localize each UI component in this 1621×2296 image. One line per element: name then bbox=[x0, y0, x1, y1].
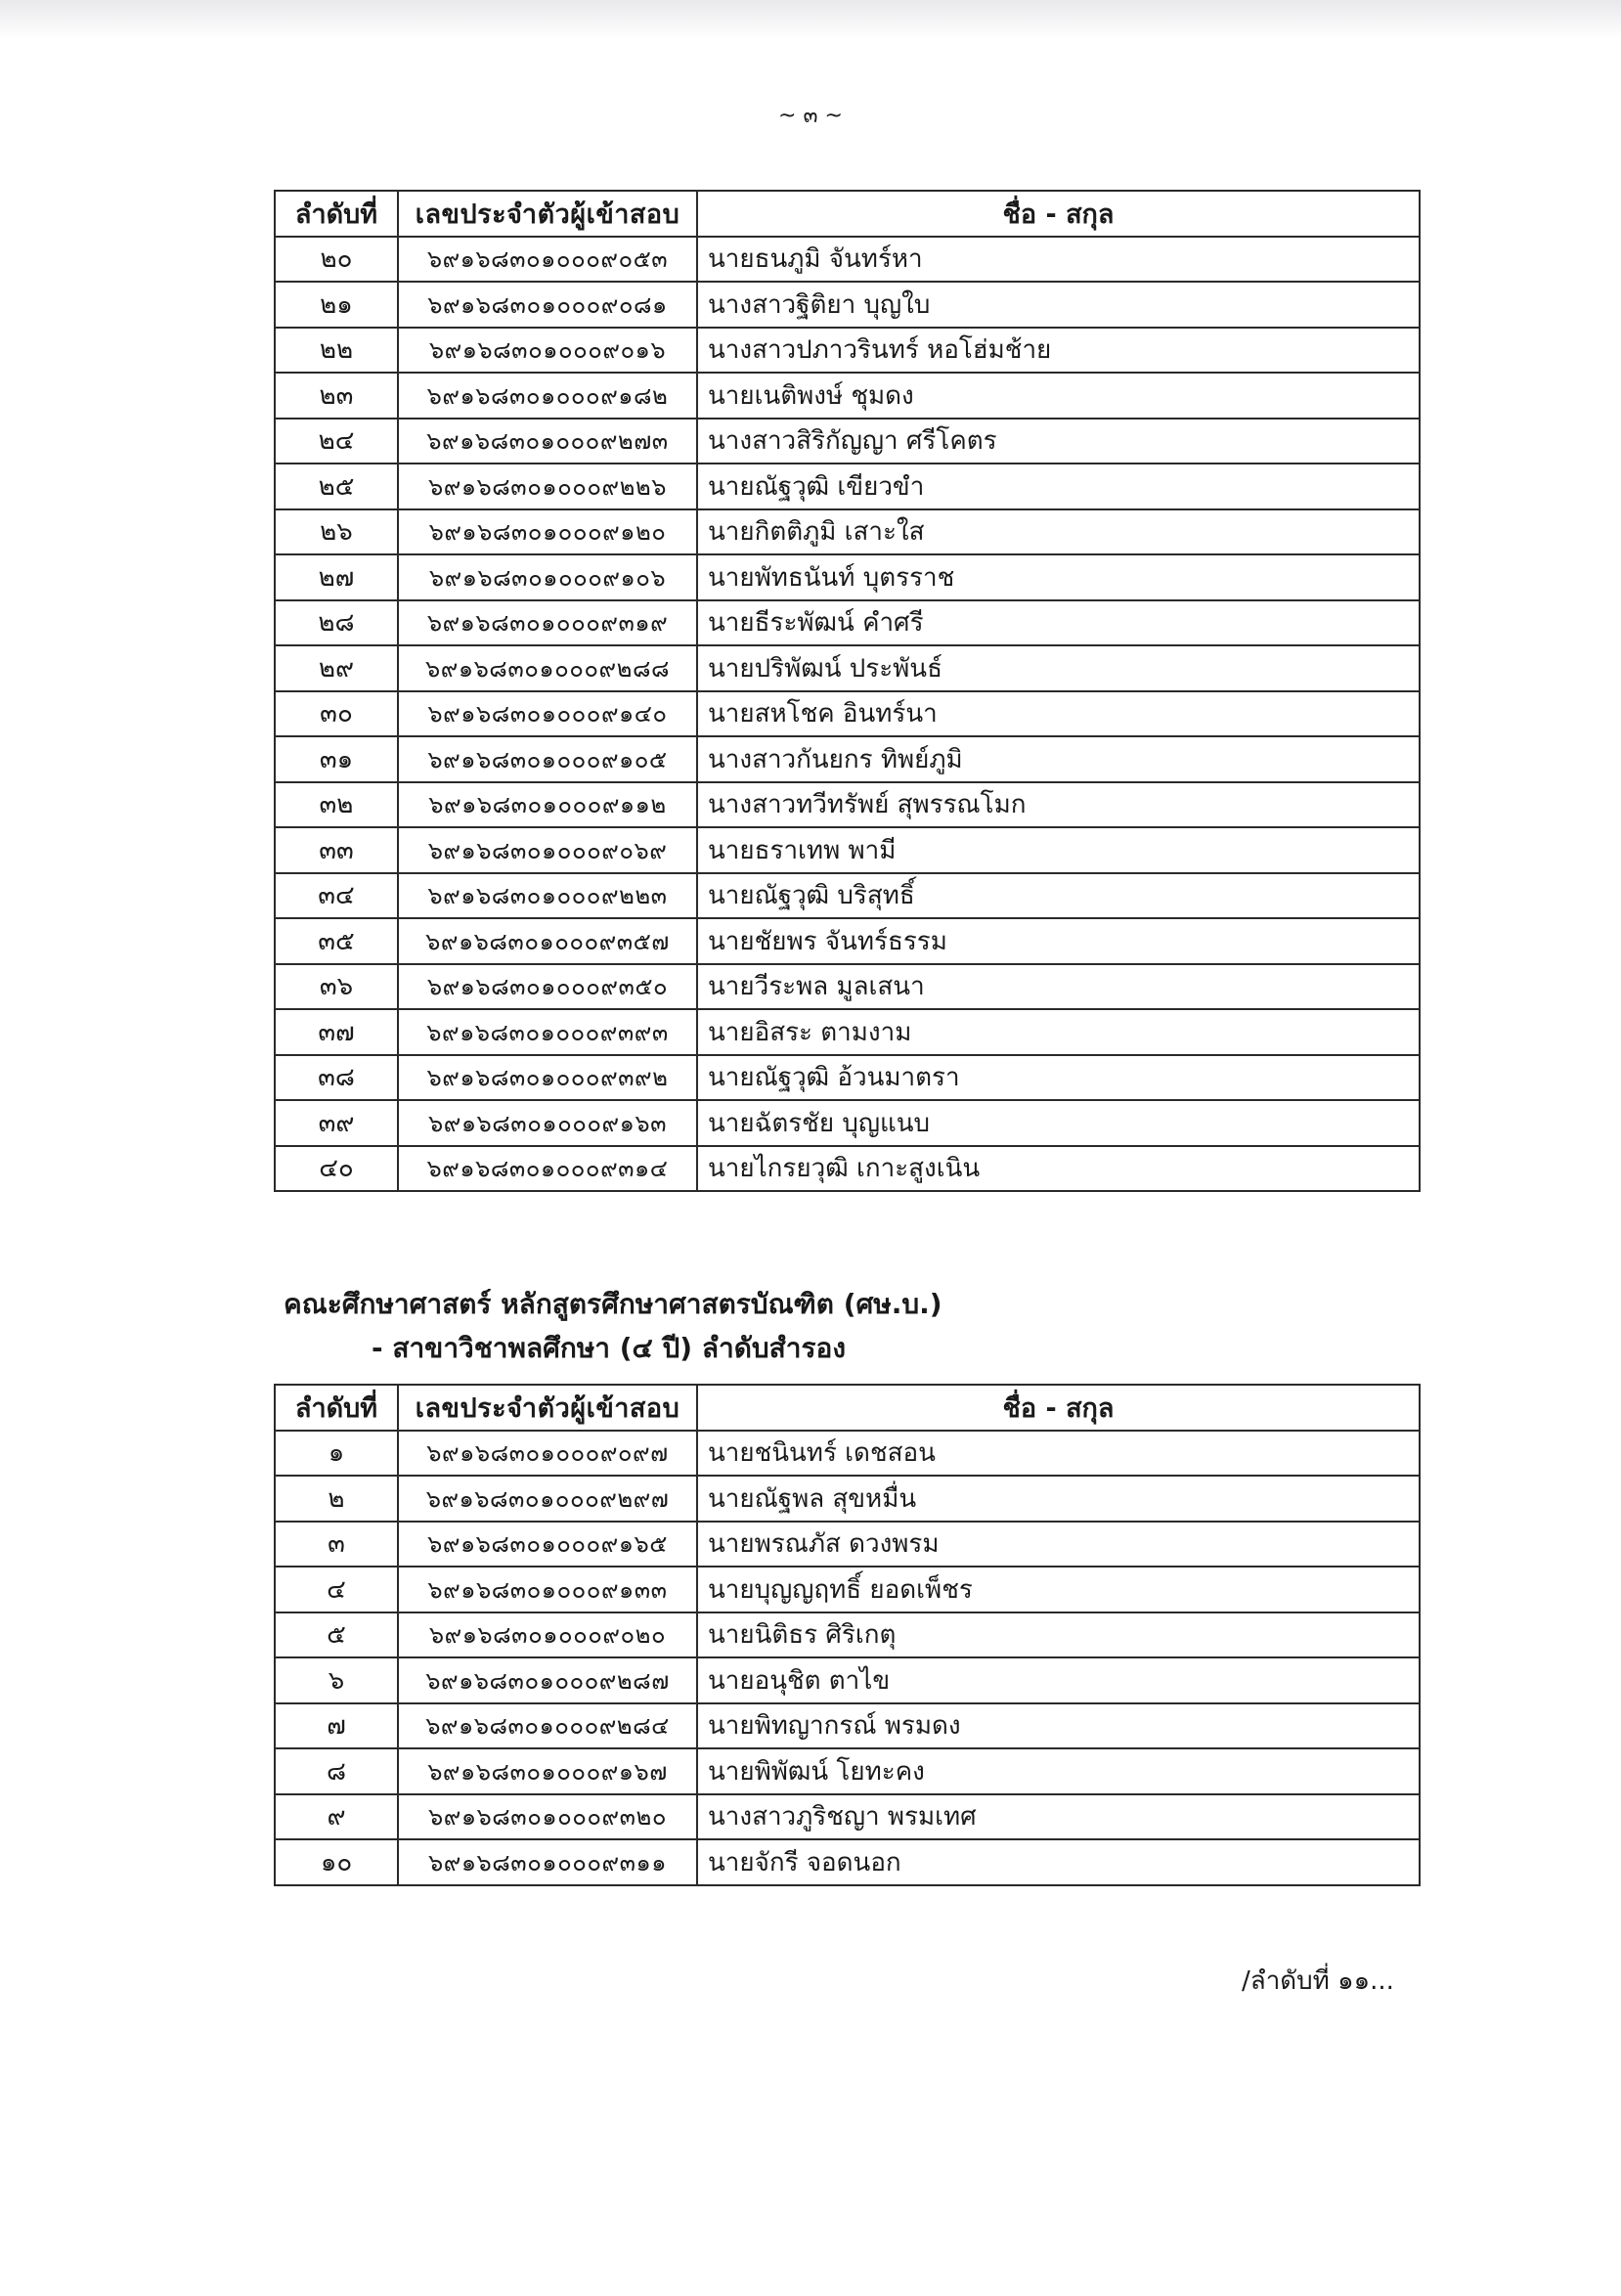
exam-id-cell: ๖๙๑๖๘๓๐๑๐๐๐๙๒๙๗ bbox=[398, 1476, 697, 1522]
name-cell: นางสาวภูริชญา พรมเทศ bbox=[697, 1794, 1420, 1840]
order-cell: ๔ bbox=[275, 1567, 398, 1612]
table-row bbox=[275, 691, 1420, 737]
exam-id-cell: ๖๙๑๖๘๓๐๑๐๐๐๙๓๒๐ bbox=[398, 1794, 697, 1840]
name-cell: นายฉัตรชัย บุญแนบ bbox=[697, 1100, 1420, 1146]
exam-id-cell: ๖๙๑๖๘๓๐๑๐๐๐๙๓๙๒ bbox=[398, 1055, 697, 1101]
name-cell: นายณัฐวุฒิ เขียวขำ bbox=[697, 464, 1420, 509]
order-cell: ๒๐ bbox=[275, 237, 398, 283]
continuation-note: /ลำดับที่ ๑๑... bbox=[1242, 1966, 1394, 1996]
order-cell: ๓๓ bbox=[275, 827, 398, 873]
table-row bbox=[275, 509, 1420, 555]
name-cell: นางสาวสิริกัญญา ศรีโคตร bbox=[697, 419, 1420, 464]
order-cell: ๓๗ bbox=[275, 1009, 398, 1055]
order-cell: ๒๖ bbox=[275, 509, 398, 555]
table-header-row bbox=[275, 1385, 1420, 1431]
name-cell: นายวีระพล มูลเสนา bbox=[697, 964, 1420, 1010]
candidate-table-main bbox=[274, 190, 1421, 1192]
column-header-exam-id: เลขประจำตัวผู้เข้าสอบ bbox=[398, 191, 697, 237]
name-cell: นายอิสระ ตามงาม bbox=[697, 1009, 1420, 1055]
column-header-exam-id: เลขประจำตัวผู้เข้าสอบ bbox=[398, 1385, 697, 1431]
table-row bbox=[275, 827, 1420, 873]
name-cell: นายอนุชิต ตาไข bbox=[697, 1657, 1420, 1703]
name-cell: นายณัฐวุฒิ บริสุทธิ์ bbox=[697, 873, 1420, 919]
name-cell: นางสาวปภาวรินทร์ หอโฮ่มช้าย bbox=[697, 328, 1420, 374]
name-cell: นายพรณภัส ดวงพรม bbox=[697, 1522, 1420, 1567]
name-cell: นายณัฐวุฒิ อ้วนมาตรา bbox=[697, 1055, 1420, 1101]
program-heading: - สาขาวิชาพลศึกษา (๔ ปี) ลำดับสำรอง bbox=[372, 1332, 846, 1364]
order-cell: ๓๔ bbox=[275, 873, 398, 919]
name-cell: นายไกรยวุฒิ เกาะสูงเนิน bbox=[697, 1146, 1420, 1192]
exam-id-cell: ๖๙๑๖๘๓๐๑๐๐๐๙๐๘๑ bbox=[398, 282, 697, 328]
column-header-name: ชื่อ - สกุล bbox=[697, 1385, 1420, 1431]
exam-id-cell: ๖๙๑๖๘๓๐๑๐๐๐๙๓๙๓ bbox=[398, 1009, 697, 1055]
order-cell: ๓๒ bbox=[275, 782, 398, 828]
name-cell: นายพัทธนันท์ บุตรราช bbox=[697, 554, 1420, 600]
order-cell: ๒๒ bbox=[275, 328, 398, 374]
exam-id-cell: ๖๙๑๖๘๓๐๑๐๐๐๙๑๐๖ bbox=[398, 554, 697, 600]
table-row bbox=[275, 1839, 1420, 1885]
order-cell: ๙ bbox=[275, 1794, 398, 1840]
name-cell: นายบุญญฤทธิ์ ยอดเพ็ชร bbox=[697, 1567, 1420, 1612]
exam-id-cell: ๖๙๑๖๘๓๐๑๐๐๐๙๒๗๓ bbox=[398, 419, 697, 464]
name-cell: นายชัยพร จันทร์ธรรม bbox=[697, 918, 1420, 964]
order-cell: ๓๐ bbox=[275, 691, 398, 737]
order-cell: ๒ bbox=[275, 1476, 398, 1522]
exam-id-cell: ๖๙๑๖๘๓๐๑๐๐๐๙๒๘๗ bbox=[398, 1657, 697, 1703]
table-row bbox=[275, 964, 1420, 1010]
table-row bbox=[275, 237, 1420, 283]
name-cell: นางสาวกันยกร ทิพย์ภูมิ bbox=[697, 736, 1420, 782]
table-row bbox=[275, 600, 1420, 646]
exam-id-cell: ๖๙๑๖๘๓๐๑๐๐๐๙๑๔๐ bbox=[398, 691, 697, 737]
table-row bbox=[275, 1612, 1420, 1658]
order-cell: ๗ bbox=[275, 1703, 398, 1749]
scan-shadow bbox=[0, 0, 1621, 39]
order-cell: ๑๐ bbox=[275, 1839, 398, 1885]
table-row bbox=[275, 282, 1420, 328]
table-row bbox=[275, 1567, 1420, 1612]
exam-id-cell: ๖๙๑๖๘๓๐๑๐๐๐๙๑๖๕ bbox=[398, 1522, 697, 1567]
exam-id-cell: ๖๙๑๖๘๓๐๑๐๐๐๙๓๑๑ bbox=[398, 1839, 697, 1885]
order-cell: ๓๖ bbox=[275, 964, 398, 1010]
name-cell: นายธนภูมิ จันทร์หา bbox=[697, 237, 1420, 283]
order-cell: ๒๔ bbox=[275, 419, 398, 464]
table-row bbox=[275, 1055, 1420, 1101]
name-cell: นายณัฐพล สุขหมื่น bbox=[697, 1476, 1420, 1522]
name-cell: นายนิติธร ศิริเกตุ bbox=[697, 1612, 1420, 1658]
name-cell: นายธีระพัฒน์ คำศรี bbox=[697, 600, 1420, 646]
order-cell: ๒๓ bbox=[275, 373, 398, 419]
table-row bbox=[275, 554, 1420, 600]
table-row bbox=[275, 1100, 1420, 1146]
table-row bbox=[275, 1146, 1420, 1192]
name-cell: นายธราเทพ พามี bbox=[697, 827, 1420, 873]
column-header-order: ลำดับที่ bbox=[275, 191, 398, 237]
table-row bbox=[275, 645, 1420, 691]
order-cell: ๒๘ bbox=[275, 600, 398, 646]
table-row bbox=[275, 1009, 1420, 1055]
order-cell: ๓๕ bbox=[275, 918, 398, 964]
table-row bbox=[275, 373, 1420, 419]
order-cell: ๒๗ bbox=[275, 554, 398, 600]
table-row bbox=[275, 1794, 1420, 1840]
name-cell: นายกิตติภูมิ เสาะใส bbox=[697, 509, 1420, 555]
name-cell: นายปริพัฒน์ ประพันธ์ bbox=[697, 645, 1420, 691]
exam-id-cell: ๖๙๑๖๘๓๐๑๐๐๐๙๐๙๗ bbox=[398, 1431, 697, 1477]
exam-id-cell: ๖๙๑๖๘๓๐๑๐๐๐๙๑๐๕ bbox=[398, 736, 697, 782]
exam-id-cell: ๖๙๑๖๘๓๐๑๐๐๐๙๑๒๐ bbox=[398, 509, 697, 555]
name-cell: นายเนติพงษ์ ชุมดง bbox=[697, 373, 1420, 419]
exam-id-cell: ๖๙๑๖๘๓๐๑๐๐๐๙๑๘๒ bbox=[398, 373, 697, 419]
table-row bbox=[275, 419, 1420, 464]
order-cell: ๒๑ bbox=[275, 282, 398, 328]
page-number: ~ ๓ ~ bbox=[778, 104, 843, 128]
order-cell: ๓๘ bbox=[275, 1055, 398, 1101]
exam-id-cell: ๖๙๑๖๘๓๐๑๐๐๐๙๐๒๐ bbox=[398, 1612, 697, 1658]
table-row bbox=[275, 736, 1420, 782]
table-row bbox=[275, 782, 1420, 828]
exam-id-cell: ๖๙๑๖๘๓๐๑๐๐๐๙๑๑๒ bbox=[398, 782, 697, 828]
candidate-table-reserve bbox=[274, 1384, 1421, 1886]
column-header-order: ลำดับที่ bbox=[275, 1385, 398, 1431]
name-cell: นายพิทญากรณ์ พรมดง bbox=[697, 1703, 1420, 1749]
name-cell: นายพิพัฒน์ โยทะคง bbox=[697, 1748, 1420, 1794]
exam-id-cell: ๖๙๑๖๘๓๐๑๐๐๐๙๓๑๙ bbox=[398, 600, 697, 646]
exam-id-cell: ๖๙๑๖๘๓๐๑๐๐๐๙๓๕๐ bbox=[398, 964, 697, 1010]
table-row bbox=[275, 1657, 1420, 1703]
table-row bbox=[275, 464, 1420, 509]
table-row bbox=[275, 328, 1420, 374]
name-cell: นางสาวทวีทรัพย์ สุพรรณโมก bbox=[697, 782, 1420, 828]
order-cell: ๖ bbox=[275, 1657, 398, 1703]
order-cell: ๓ bbox=[275, 1522, 398, 1567]
exam-id-cell: ๖๙๑๖๘๓๐๑๐๐๐๙๒๒๓ bbox=[398, 873, 697, 919]
order-cell: ๒๙ bbox=[275, 645, 398, 691]
exam-id-cell: ๖๙๑๖๘๓๐๑๐๐๐๙๑๖๓ bbox=[398, 1100, 697, 1146]
name-cell: นายจักรี จอดนอก bbox=[697, 1839, 1420, 1885]
exam-id-cell: ๖๙๑๖๘๓๐๑๐๐๐๙๒๘๘ bbox=[398, 645, 697, 691]
table-row bbox=[275, 1522, 1420, 1567]
order-cell: ๑ bbox=[275, 1431, 398, 1477]
exam-id-cell: ๖๙๑๖๘๓๐๑๐๐๐๙๐๖๙ bbox=[398, 827, 697, 873]
exam-id-cell: ๖๙๑๖๘๓๐๑๐๐๐๙๑๓๓ bbox=[398, 1567, 697, 1612]
order-cell: ๕ bbox=[275, 1612, 398, 1658]
faculty-heading: คณะศึกษาศาสตร์ หลักสูตรศึกษาศาสตรบัณฑิต (ศษ.บ.) bbox=[284, 1288, 942, 1320]
table-row bbox=[275, 873, 1420, 919]
order-cell: ๔๐ bbox=[275, 1146, 398, 1192]
table-row bbox=[275, 918, 1420, 964]
exam-id-cell: ๖๙๑๖๘๓๐๑๐๐๐๙๒๘๔ bbox=[398, 1703, 697, 1749]
table-row bbox=[275, 1748, 1420, 1794]
order-cell: ๒๕ bbox=[275, 464, 398, 509]
table-header-row bbox=[275, 191, 1420, 237]
column-header-name: ชื่อ - สกุล bbox=[697, 191, 1420, 237]
name-cell: นายสหโชค อินทร์นา bbox=[697, 691, 1420, 737]
table-row bbox=[275, 1703, 1420, 1749]
name-cell: นางสาวฐิติยา บุญใบ bbox=[697, 282, 1420, 328]
exam-id-cell: ๖๙๑๖๘๓๐๑๐๐๐๙๑๖๗ bbox=[398, 1748, 697, 1794]
order-cell: ๘ bbox=[275, 1748, 398, 1794]
exam-id-cell: ๖๙๑๖๘๓๐๑๐๐๐๙๓๕๗ bbox=[398, 918, 697, 964]
exam-id-cell: ๖๙๑๖๘๓๐๑๐๐๐๙๒๒๖ bbox=[398, 464, 697, 509]
order-cell: ๓๑ bbox=[275, 736, 398, 782]
name-cell: นายชนินทร์ เดชสอน bbox=[697, 1431, 1420, 1477]
table-row bbox=[275, 1476, 1420, 1522]
order-cell: ๓๙ bbox=[275, 1100, 398, 1146]
table-row bbox=[275, 1431, 1420, 1477]
exam-id-cell: ๖๙๑๖๘๓๐๑๐๐๐๙๓๑๔ bbox=[398, 1146, 697, 1192]
exam-id-cell: ๖๙๑๖๘๓๐๑๐๐๐๙๐๑๖ bbox=[398, 328, 697, 374]
exam-id-cell: ๖๙๑๖๘๓๐๑๐๐๐๙๐๕๓ bbox=[398, 237, 697, 283]
